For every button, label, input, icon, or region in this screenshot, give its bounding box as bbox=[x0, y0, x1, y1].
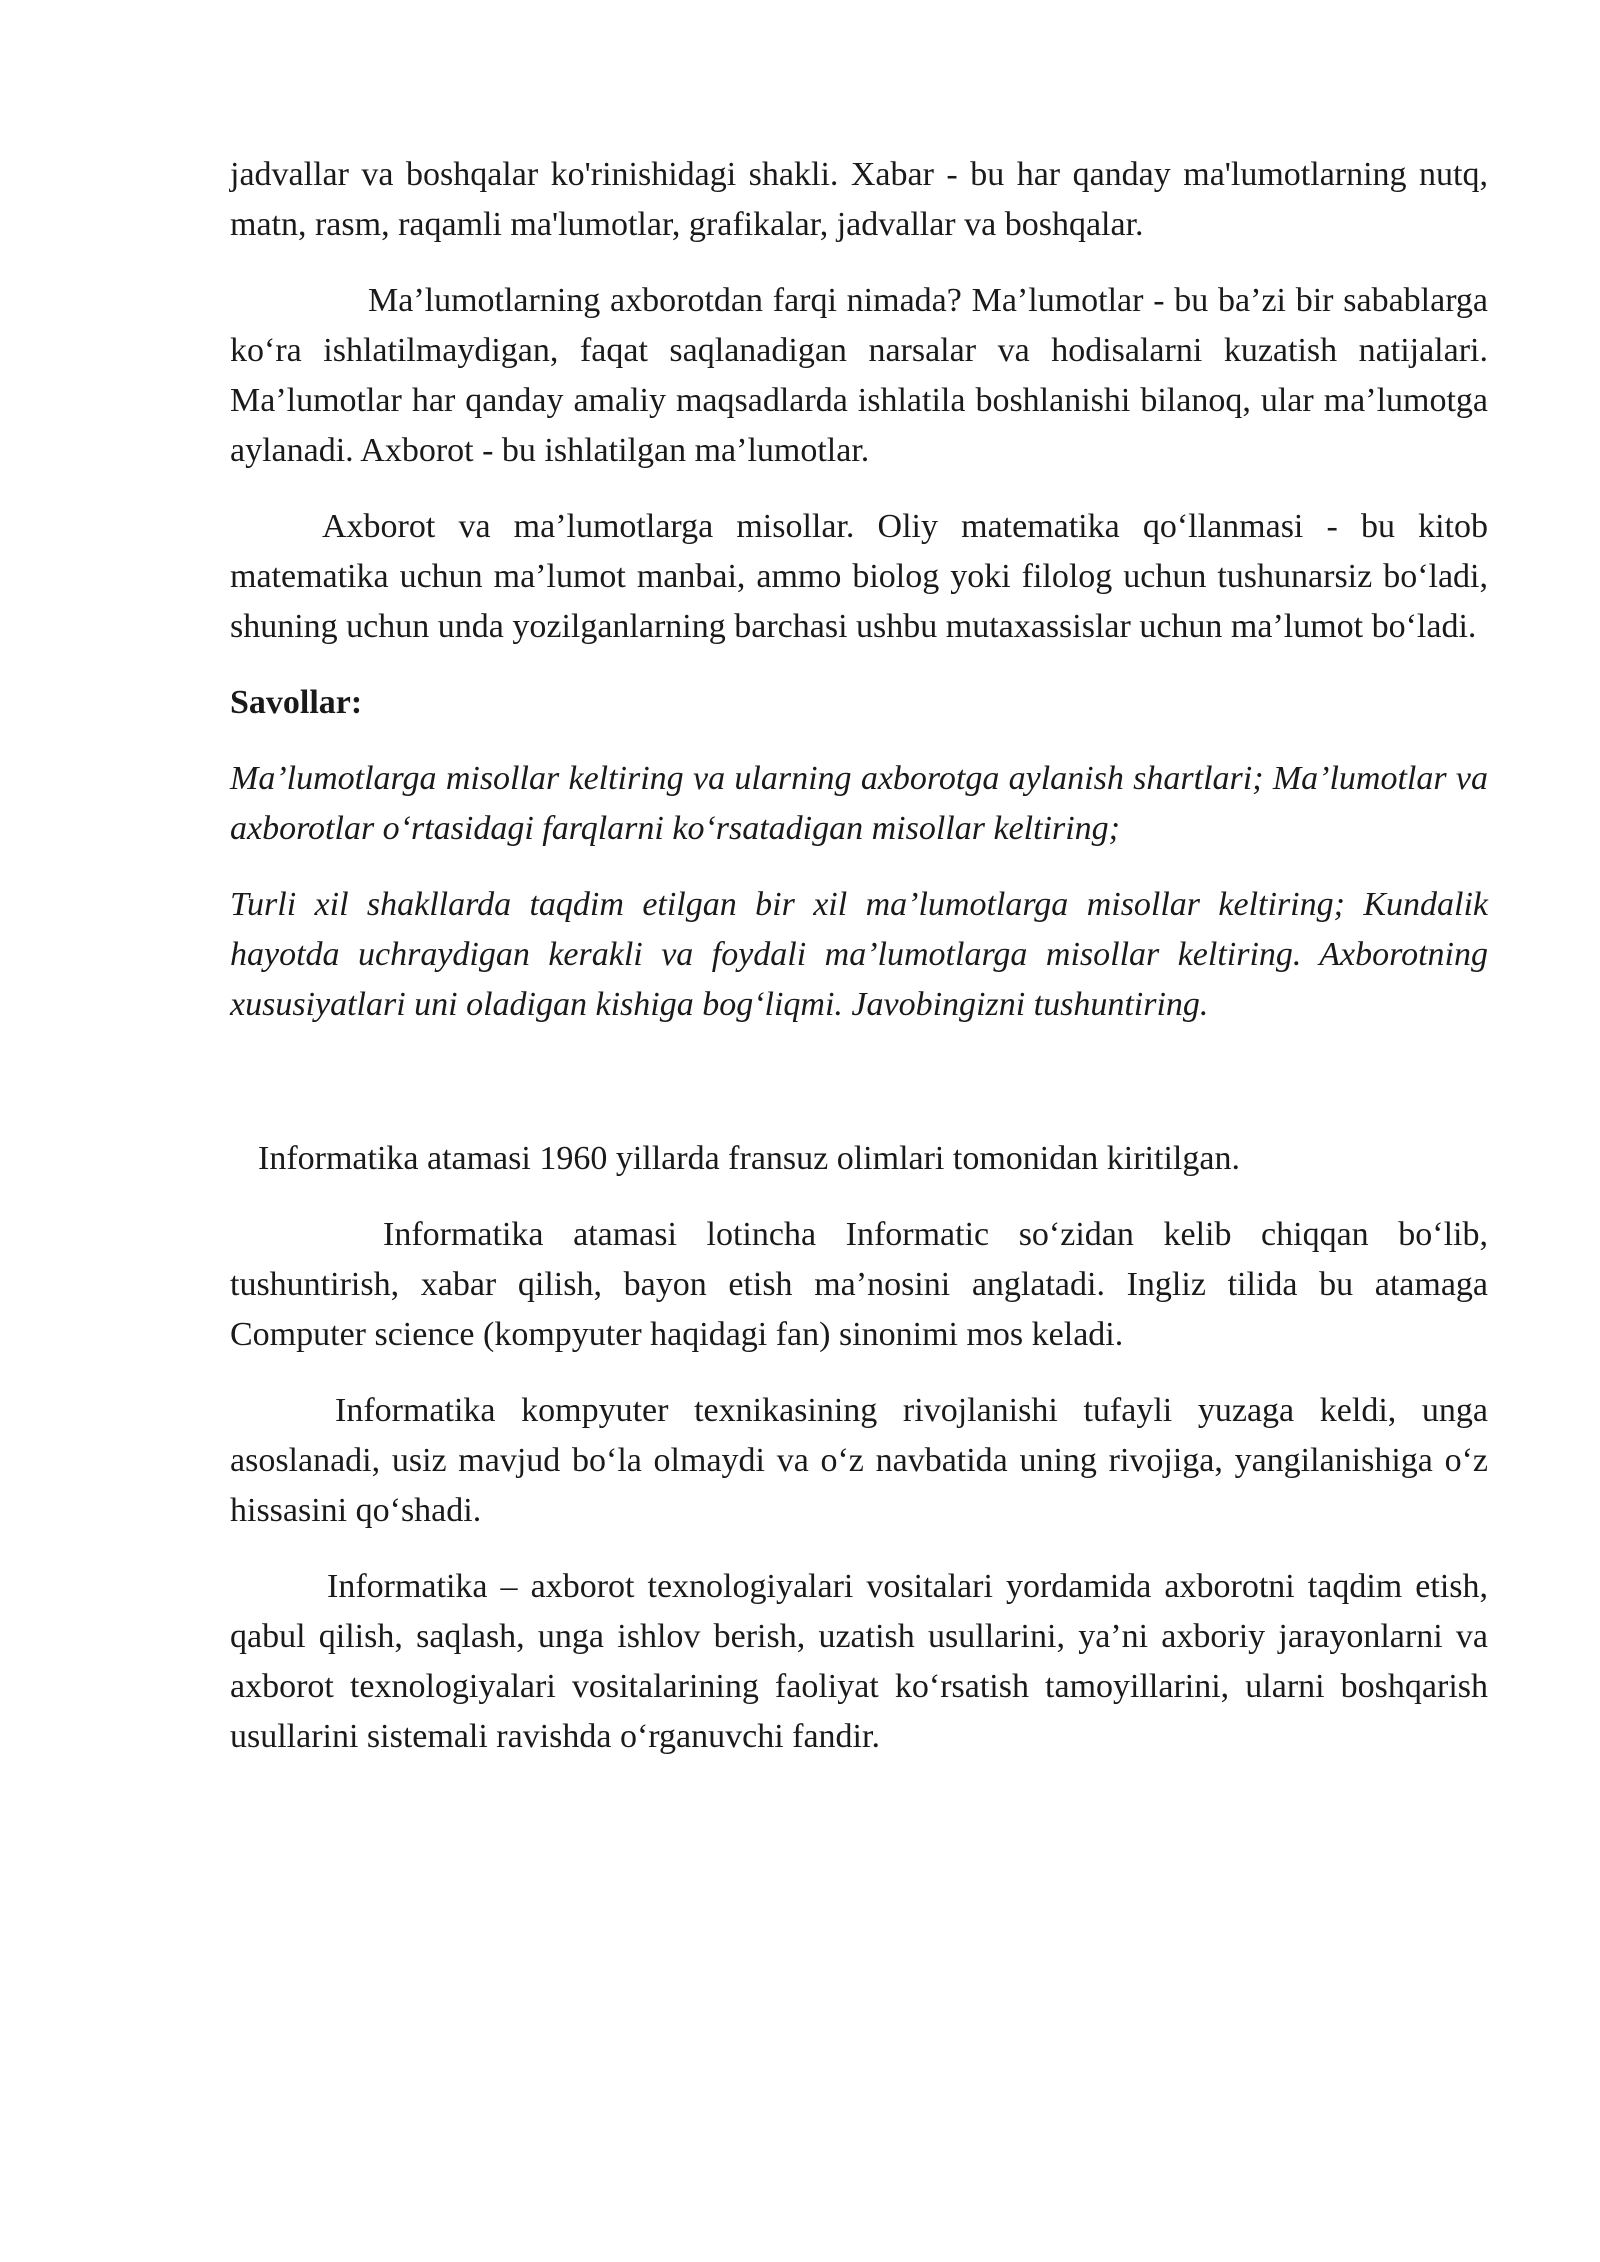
paragraph-informatics-etymology: Informatika atamasi lotincha Informatic so‘zidan kelib chiqqan bo‘lib, tushuntirish, xabar qilish, bayon etish ma’nosini anglatadi. Ingliz tilida bu atamaga Computer science (kompyuter haqidagi fan) sinonimi mos keladi. bbox=[230, 1216, 1488, 1353]
paragraph-message-definition: jadvallar va boshqalar ko'rinishidagi shakli. Xabar - bu har qanday ma'lumotlarning nutq, matn, rasm, raqamli ma'lumotlar, grafikalar, jadvallar va boshqalar. bbox=[230, 156, 1488, 243]
document-page bbox=[230, 150, 1488, 1762]
paragraph-informatics-origin: Informatika atamasi 1960 yillarda fransuz olimlari tomonidan kiritilgan. bbox=[258, 1140, 1240, 1177]
paragraph-informatics-definition: Informatika – axborot texnologiyalari vositalari yordamida axborotni taqdim etish, qabul qilish, saqlash, unga ishlov berish, uzatish usullarini, ya’ni axboriy jarayonlarni va axborot texnologiyalari vositalarining faoliyat ko‘rsatish tamoyillarini, ularni boshqarish usullarini sistemali ravishda o‘rganuvchi fandir. bbox=[230, 1568, 1488, 1755]
paragraph-examples: Axborot va ma’lumotlarga misollar. Oliy matematika qo‘llanmasi - bu kitob matematika uchun ma’lumot manbai, ammo biolog yoki filolog uchun tushunarsiz bo‘ladi, shuning uchun unda yozilganlarning barchasi ushbu mutaxassislar uchun ma’lumot bo‘ladi. bbox=[230, 508, 1488, 645]
paragraph-informatics-computers: Informatika kompyuter texnikasining rivojlanishi tufayli yuzaga keldi, unga asoslanadi, usiz mavjud bo‘la olmaydi va o‘z navbatida uning rivojiga, yangilanishiga o‘z hissasini qo‘shadi. bbox=[230, 1392, 1488, 1529]
questions-heading: Savollar: bbox=[230, 684, 363, 721]
paragraph-data-vs-information: Ma’lumotlarning axborotdan farqi nimada? Ma’lumotlar - bu ba’zi bir sabablarga ko‘ra ishlatilmaydigan, faqat saqlanadigan narsalar va hodisalarni kuzatish natijalari. Ma’lumotlar har qanday amaliy maqsadlarda ishlatila boshlanishi bilanoq, ular ma’lumotga aylanadi. Axborot - bu ishlatilgan ma’lumotlar. bbox=[230, 282, 1488, 469]
question-block-1: Ma’lumotlarga misollar keltiring va ularning axborotga aylanish shartlari; Ma’lumotlar va axborotlar o‘rtasidagi farqlarni ko‘rsatadigan misollar keltiring; bbox=[230, 760, 1488, 847]
question-block-2: Turli xil shakllarda taqdim etilgan bir xil ma’lumotlarga misollar keltiring; Kundalik hayotda uchraydigan kerakli va foydali ma’lumotlarga misollar keltiring. Axborotning xususiyatlari uni oladigan kishiga bog‘liqmi. Javobingizni tushuntiring. bbox=[230, 886, 1488, 1023]
